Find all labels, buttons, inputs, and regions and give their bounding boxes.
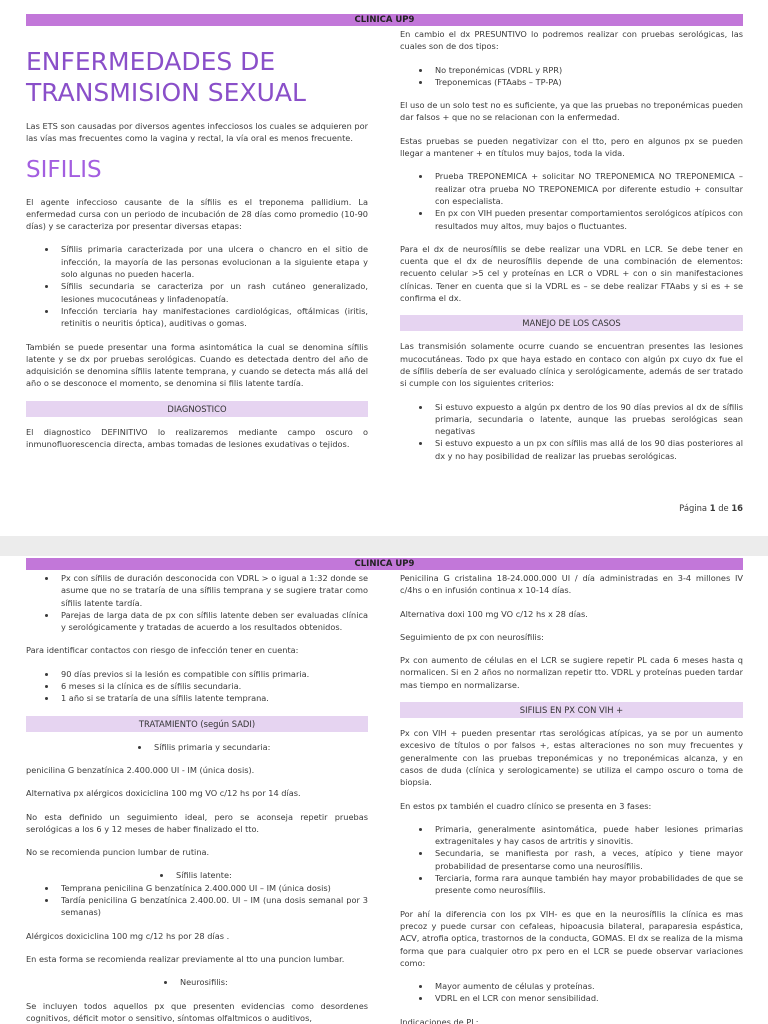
alt-doxi: Alternativa doxi 100 mg VO c/12 hs x 28 días. bbox=[400, 608, 588, 619]
presuntivo-paragraph: En cambio el dx PRESUNTIVO lo podremos realizar con pruebas serológicas, las cuales son de dos tipos: bbox=[400, 29, 743, 52]
list-item: • 90 días previos si la lesión es compatible con sífilis primaria. bbox=[57, 668, 368, 680]
seguimiento-paragraph: Px con aumento de células en el LCR se sugiere repetir PL cada 6 meses hasta q normalicen. Si en 2 años no normalizan repetir tto. VDRL y proteínas pueden tardar mas tiempo en normalizarse. bbox=[400, 655, 743, 690]
latent-paragraph: También se puede presentar una forma asintomática la cual se denomina sífilis latente y se dx por pruebas serológicas. Cuando es detectada dentro del año de adquisición se denomina sífilis latente temprana, y cuando se detecta más allá del año o se desconoce el momento, se denomina si filis latente tardía. bbox=[26, 341, 368, 389]
list-item: • Terciaria, forma rara aunque también hay mayor probabilidades de que se presente como neurosífilis. bbox=[431, 872, 743, 897]
list-item: • Sífilis secundaria se caracteriza por un rash cutáneo generalizado, lesiones mucocutáneas y linfadenopatía. bbox=[57, 280, 368, 305]
page-number: 1 bbox=[709, 503, 716, 513]
list-item: • Infección terciaria hay manifestaciones cardiológicas, oftálmicas (iritis, retinitis o neuritis óptica), auditivas o gomas. bbox=[57, 305, 368, 330]
document-title: ENFERMEDADES DE TRANSMISION SEXUAL bbox=[26, 47, 306, 107]
list-item: • En px con VIH pueden presentar comportamientos serológicos atípicos con resultados muy altos, muy bajos o fluctuantes. bbox=[431, 207, 743, 232]
manejo-paragraph: Las transmisión solamente ocurre cuando se encuentran presentes las lesiones mucocutáneas. Todo px que haya estado en contaco con algún px cuyo dx fue el de sífilis debería de ser evaluado clínica y serológicamente, además de ser tratado si cumple con los siguientes criterios: bbox=[400, 341, 743, 389]
negativize-paragraph: Estas pruebas se pueden negativizar con el tto, pero en algunos px se pueden llegar a mantener + en títulos muy bajos, toda la vida. bbox=[400, 135, 743, 159]
list-item: • Sífilis primaria y secundaria: bbox=[150, 741, 368, 753]
list-item: • No treponémicas (VDRL y RPR) bbox=[431, 64, 743, 76]
page-separator bbox=[0, 536, 768, 556]
diferencia-paragraph: Por ahí la diferencia con los px VIH- es que en la neurosífilis la clínica es mas precoz y puede cursar con cefaleas, hipoacusia bilateral, paraparesia espástica, ACV, atrofia optica, trastornos de la conducta, GOMAS. El dx se realiza de la misma forma que para cualquier otro px pero en el LCR se puede observar variaciones como: bbox=[400, 908, 743, 968]
list-item: • Neurosifilis: bbox=[176, 976, 368, 988]
neurosifilis-heading bbox=[26, 976, 368, 988]
left-column bbox=[26, 572, 368, 1024]
fases-list bbox=[400, 823, 743, 897]
list-item: • Sífilis primaria caracterizada por una ulcera o chancro en el sitio de infección, la mayoría de las personas evolucionan a la siguiente etapa y solo algunas no pueden hacerla. bbox=[57, 243, 368, 280]
page-header-band: CLINICA UP9 bbox=[26, 558, 743, 570]
primary-secondary-heading bbox=[26, 741, 368, 753]
seguimiento-note: No esta definido un seguimiento ideal, pero se aconseja repetir pruebas serológicas a los 6 y 12 meses de haber finalizado el tto. bbox=[26, 811, 368, 834]
incluyen-paragraph: Se incluyen todos aquellos px que presenten evidencias como desordenes cognitivos, déficit motor o sensitivo, síntomas olfaltmicos o auditivos, bbox=[26, 1000, 368, 1023]
document-page-2 bbox=[0, 556, 768, 1024]
alternativa-alergicos: Alternativa px alérgicos doxiciclina 100 mg VO c/12 hs por 14 días. bbox=[26, 788, 301, 799]
penicilina-benzatinica: penicilina G benzatínica 2.400.000 UI - IM (única dosis). bbox=[26, 764, 255, 775]
cristalina-paragraph: Penicilina G cristalina 18-24.000.000 UI / día administradas en 3-4 millones IV c/4hs o en infusión continua x 10-14 días. bbox=[400, 573, 743, 596]
alergicos-doxi: Alérgicos doxiciclina 100 mg c/12 hs por 28 días . bbox=[26, 930, 230, 941]
list-item: • Temprana penicilina G benzatínica 2.400.000 UI – IM (única dosis) bbox=[57, 882, 368, 894]
criteria-list bbox=[400, 401, 743, 462]
section-heading-sifilis: SIFILIS bbox=[26, 156, 102, 183]
single-test-paragraph: El uso de un solo test no es suficiente, ya que las pruebas no treponémicas pueden dar falsos + que no se relacionan con la enfermedad. bbox=[400, 100, 743, 123]
list-item: • Si estuvo expuesto a algún px dentro de los 90 días previos al dx de sífilis primaria, secundaria o latente, aunque las pruebas serológicas sean negativas bbox=[431, 401, 743, 438]
list-item: • Si estuvo expuesto a un px con sífilis mas allá de los 90 dias posteriores al dx y no hay posibilidad de realizar las pruebas serológicas. bbox=[431, 437, 743, 462]
list-item: • Primaria, generalmente asintomática, puede haber lesiones primarias extragenitales y hay casos de artritis y sinovitis. bbox=[431, 823, 743, 848]
list-item: • Secundaria, se manifiesta por rash, a veces, atípico y tiene mayor probabilidad de presentarse como una neurosífilis. bbox=[431, 847, 743, 872]
contacts-intro: Para identificar contactos con riesgo de infección tener en cuenta: bbox=[26, 645, 299, 656]
right-column bbox=[400, 572, 743, 1024]
footer-prefix: Página bbox=[679, 503, 710, 513]
list-item: • Sífilis latente: bbox=[172, 869, 368, 881]
list-item: • 1 año si se trataría de una sífilis latente temprana. bbox=[57, 692, 368, 704]
fases-intro: En estos px también el cuadro clínico se presenta en 3 fases: bbox=[400, 800, 652, 811]
list-item: • Px con sífilis de duración desconocida con VDRL > o igual a 1:32 donde se asume que no se trataría de una sífilis temprana y se sugiere tratar como sífilis latente tardía. bbox=[57, 572, 368, 609]
agent-paragraph: El agente infeccioso causante de la sífilis es el treponema pallidium. La enfermedad cursa con un periodo de incubación de 28 días como promedio (10-90 días) y se caracteriza por presentar diversas etapas: bbox=[26, 196, 368, 232]
page-footer bbox=[679, 503, 743, 513]
no-puncion: No se recomienda puncion lumbar de rutina. bbox=[26, 847, 210, 858]
right-column bbox=[400, 28, 743, 473]
section-band-diagnostico: DIAGNOSTICO bbox=[26, 401, 368, 417]
indicaciones-label: Indicaciones de PL: bbox=[400, 1016, 479, 1024]
intro-paragraph: Las ETS son causadas por diversos agentes infecciosos los cuales se adquieren por las vías mas frecuentes como la vagina y rectal, la vía oral es menos frecuente. bbox=[26, 121, 368, 144]
page-total: 16 bbox=[731, 503, 743, 513]
test-rules-list bbox=[400, 170, 743, 231]
footer-mid: de bbox=[715, 503, 732, 513]
section-band-tratamiento: TRATAMIENTO (según SADI) bbox=[26, 716, 368, 732]
variaciones-list bbox=[400, 980, 743, 1005]
left-column bbox=[26, 46, 368, 461]
diagnostico-paragraph: El diagnostico DEFINITIVO lo realizaremos mediante campo oscuro o inmunofluorescencia directa, ambas tomadas de lesiones exudativas o tejidos. bbox=[26, 426, 368, 450]
latente-list bbox=[26, 882, 368, 919]
forma-puncion: En esta forma se recomienda realizar previamente al tto una puncion lumbar. bbox=[26, 953, 345, 964]
page-header-band: CLINICA UP9 bbox=[26, 14, 743, 26]
list-item: • Tardía penicilina G benzatínica 2.400.00. UI – IM (una dosis semanal por 3 semanas) bbox=[57, 894, 368, 919]
latente-heading bbox=[26, 869, 368, 881]
vih-paragraph: Px con VIH + pueden presentar rtas serológicas atípicas, ya se por un aumento excesivo de títulos o por falsos +, estas alteraciones no son muy frecuentes y generalmente con las pruebas treponémicas y no treponémicas alcanza, y en casos de duda (clínica y serologicamente) se utiliza el campo oscuro o toma de biopsia. bbox=[400, 728, 743, 788]
bullets-top-list bbox=[26, 572, 368, 633]
list-item: • Prueba TREPONEMICA + solicitar NO TREPONEMICA NO TREPONEMICA – realizar otra prueba NO TREPONEMICA por diferente estudio + consultar con especialista. bbox=[431, 170, 743, 207]
list-item: • Parejas de larga data de px con sífilis latente deben ser evaluadas clínica y serológicamente y tratadas de acuerdo a los resultados obtenidos. bbox=[57, 609, 368, 634]
list-item: • Mayor aumento de células y proteínas. bbox=[431, 980, 743, 992]
neurosifilis-paragraph: Para el dx de neurosífilis se debe realizar una VDRL en LCR. Se debe tener en cuenta que el dx de neurosífilis depende de una combinación de elementos: recuento celular >5 cel y proteínas en LCR o VDRL + con o sin manifestaciones clínicas. Tener en cuenta que si la VDRL es – se debe realizar FTAabs y si es + se confirma el dx. bbox=[400, 243, 743, 304]
list-item: • VDRL en el LCR con menor sensibilidad. bbox=[431, 992, 743, 1004]
stages-list bbox=[26, 243, 368, 329]
seguimiento-label: Seguimiento de px con neurosífilis: bbox=[400, 631, 544, 642]
section-band-vih: SIFILIS EN PX CON VIH + bbox=[400, 702, 743, 718]
list-item: • 6 meses si la clínica es de sífilis secundaria. bbox=[57, 680, 368, 692]
section-band-manejo: MANEJO DE LOS CASOS bbox=[400, 315, 743, 331]
test-types-list bbox=[400, 64, 743, 89]
contacts-list bbox=[26, 668, 368, 705]
list-item: • Treponemicas (FTAabs – TP-PA) bbox=[431, 76, 743, 88]
